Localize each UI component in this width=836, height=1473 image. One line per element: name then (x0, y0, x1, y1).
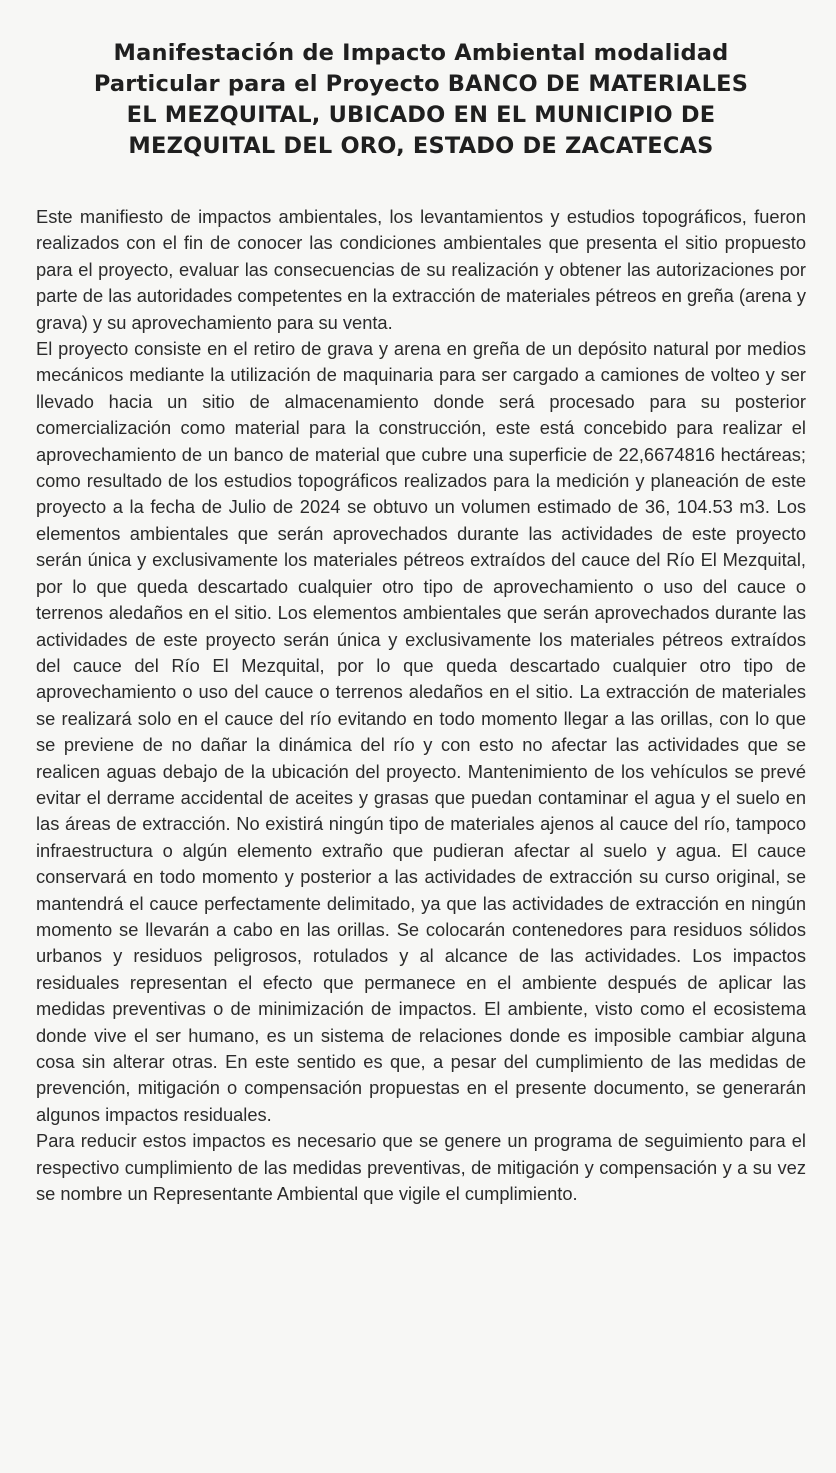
document-body (36, 204, 806, 1207)
title-line-1: Manifestación de Impacto Ambiental modalidad (113, 40, 729, 66)
paragraph-follow-up-program: Para reducir estos impactos es necesario que se genere un programa de seguimiento para el respectivo cumplimiento de las medidas preventivas, de mitigación y compensación y a su vez se nombre un Representante Ambiental que vigile el cumplimiento. (36, 1130, 806, 1205)
paragraph-intro: Este manifiesto de impactos ambientales, los levantamientos y estudios topográficos, fueron realizados con el fin de conocer las condiciones ambientales que presenta el sitio propuesto para el proyecto, evaluar las consecuencias de su realización y obtener las autorizaciones por parte de las autoridades competentes en la extracción de materiales pétreos en greña (arena y grava) y su aprovechamiento para su venta. (36, 206, 806, 333)
title-line-2: Particular para el Proyecto BANCO DE MATERIALES (93, 71, 749, 97)
paragraph-project-description: El proyecto consiste en el retiro de grava y arena en greña de un depósito natural por medios mecánicos mediante la utilización de maquinaria para ser cargado a camiones de volteo y ser llevado hacia un sitio de almacenamiento donde será procesado para su posterior comercialización como material para la construcción, este está concebido para realizar el aprovechamiento de un banco de material que cubre una superficie de 22,6674816 hectáreas; como resultado de los estudios topográficos realizados para la medición y planeación de este proyecto a la fecha de Julio de 2024 se obtuvo un volumen estimado de 36, 104.53 m3. Los elementos ambientales que serán aprovechados durante las actividades de este proyecto serán única y exclusivamente los materiales pétreos extraídos del cauce del Río El Mezquital, por lo que queda descartado cualquier otro tipo de aprovechamiento o uso del cauce o terrenos aledaños en el sitio. Los elementos ambientales que serán aprovechados durante las actividades de este proyecto serán única y exclusivamente los materiales pétreos extraídos del cauce del Río El Mezquital, por lo que queda descartado cualquier otro tipo de aprovechamiento o uso del cauce o terrenos aledaños en el sitio. La extracción de materiales se realizará solo en el cauce del río evitando en todo momento llegar a las orillas, con lo que se previene de no dañar la dinámica del río y con esto no afectar las actividades que se realicen aguas debajo de la ubicación del proyecto. Mantenimiento de los vehículos se prevé evitar el derrame accidental de aceites y grasas que puedan contaminar el agua y el suelo en las áreas de extracción. No existirá ningún tipo de materiales ajenos al cauce del río, tampoco infraestructura o algún elemento extraño que pudieran afectar al suelo y agua. El cauce conservará en todo momento y posterior a las actividades de extracción su curso original, se mantendrá el cauce perfectamente delimitado, ya que las actividades de extracción en ningún momento se llevarán a cabo en las orillas. Se colocarán contenedores para residuos sólidos urbanos y residuos peligrosos, rotulados y al alcance de las actividades. Los impactos residuales representan el efecto que permanece en el ambiente después de aplicar las medidas preventivas o de minimización de impactos. El ambiente, visto como el ecosistema donde vive el ser humano, es un sistema de relaciones donde es imposible cambiar alguna cosa sin alterar otras. En este sentido es que, a pesar del cumplimiento de las medidas de prevención, mitigación o compensación propuestas en el presente documento, se generarán algunos impactos residuales. (36, 338, 806, 1125)
title-line-3: EL MEZQUITAL, UBICADO EN EL MUNICIPIO DE (126, 102, 716, 128)
title-line-4: MEZQUITAL DEL ORO, ESTADO DE ZACATECAS (128, 133, 714, 159)
document-title (36, 38, 806, 162)
